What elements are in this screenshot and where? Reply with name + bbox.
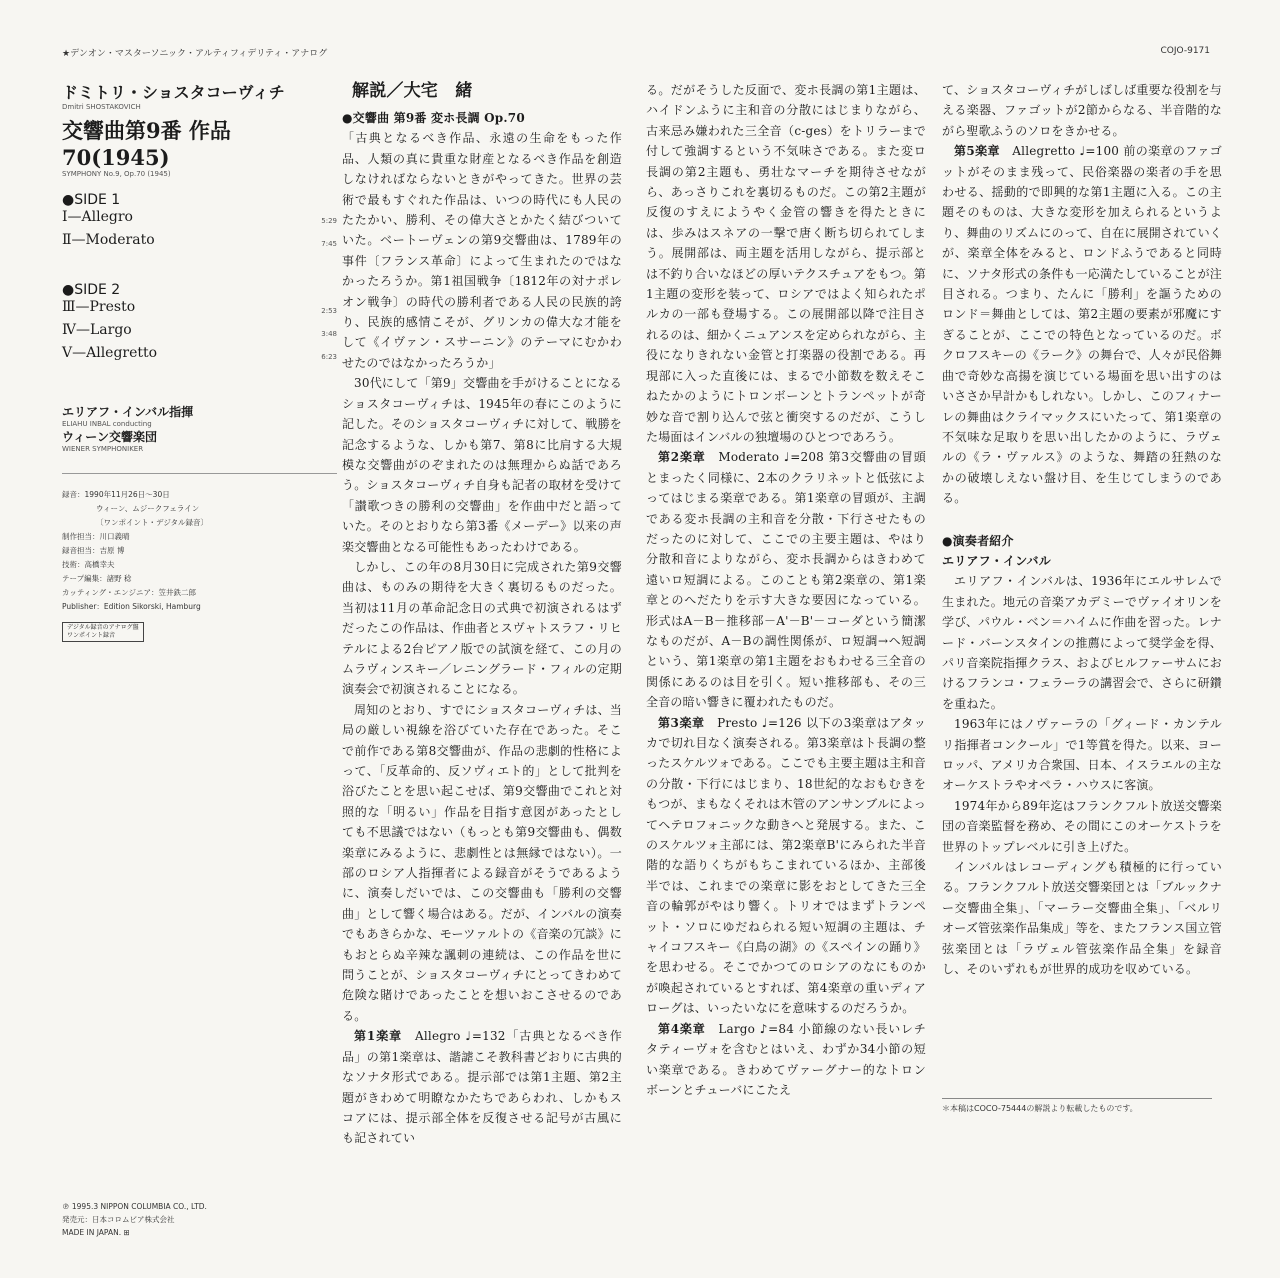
track-time: 7:45 xyxy=(321,240,337,248)
stamp-line: ワンポイント録音 xyxy=(67,632,116,639)
work-title-en: SYMPHONY No.9, Op.70 (1945) xyxy=(62,170,171,178)
series-title: ★デンオン・マスターソニック・アルティフィデリティ・アナログ xyxy=(62,49,328,59)
credit-line: 〔ワンポイント・デジタル録音〕 xyxy=(96,518,209,527)
track-time: 2:53 xyxy=(321,307,337,315)
paragraph: 1974年から89年迄はフランクフルト放送交響楽団の音楽監督を務め、その間にこのオーケストラを世界のトップレベルに引き上げた。 xyxy=(942,798,1222,854)
track-row xyxy=(62,298,337,321)
movement-text: Moderato ♩=208 第3交響曲の冒頭とまったく同様に、2本のクラリネットと低弦によってはじまる楽章である。第1楽章の冒頭が、主調である変ホ長調の主和音を分散・下行させたものだったのに対して、ここでの主要主題は、やはり分散和音によりながら、変ホ長調からはきわめて遠いロ短調による。このことも第2楽章の、第1楽章とのへだたりを示す大きな要因になっている。形式はA－B－推移部－A'－B'－コーダという簡潔なものだが、A－Bの調性関係が、ロ短調→ヘ短調という、第1楽章の第1主題をおもわせる三全音の関係にあるのは目を引く。短い推移部も、その三全音の暗い響きに覆われたものだ。 xyxy=(646,450,926,710)
notes-column-3 xyxy=(942,80,1222,979)
paragraph xyxy=(942,141,1222,508)
catalog-number: COJO-9171 xyxy=(1160,46,1210,56)
track-title: Ⅱ—Moderato xyxy=(62,232,155,248)
credit-line: ウィーン、ムジークフェライン xyxy=(96,504,200,513)
paragraph: インバルはレコーディングも積極的に行っている。フランクフルト放送交響楽団とは「ブルックナー交響曲全集」、「マーラー交響曲全集」、「ベルリオーズ管弦楽作品集成」等を、またフランス国立管弦楽団とは「ラヴェル管弦楽作品全集」を録音し、そのいずれもが世界的成功を収めている。 xyxy=(942,860,1222,977)
stamp-line: デジタル録音のアナログ盤 xyxy=(67,624,139,631)
paragraph xyxy=(646,713,926,1019)
distributor-line: 発売元：日本コロムビア株式会社 xyxy=(62,1215,175,1224)
paragraph xyxy=(646,447,926,712)
recording-stamp xyxy=(62,622,144,642)
section-heading: ●演奏者紹介 xyxy=(942,533,1014,548)
made-in-line: MADE IN JAPAN. ⊞ xyxy=(62,1228,130,1237)
track-row xyxy=(62,344,337,367)
copyright-block xyxy=(62,1200,207,1239)
footnote: ＊本稿はCOCO-75444の解説より転載したものです。 xyxy=(942,1098,1212,1114)
paragraph: しかし、この年の8月30日に完成された第9交響曲は、ものみの期待を大きく裏切るものだった。当初は11月の革命記念日の式典で初演されるはずだったこの作品は、作曲者とスヴャトスラフ・リヒテルによる2台ピアノ版での試演を経て、この月のムラヴィンスキー／レニングラード・フィルの定期演奏会で初演されることになる。 xyxy=(342,559,623,697)
movement-text: Allegro ♩=132「古典となるべき作品」の第1楽章は、諧謔こそ教科書どおりに古典的なソナタ形式である。提示部では第1主題、第2主題がきわめて明瞭なかたちであらわれ、しかもスコアには、提示部全体を反復させる記号が古風にも記されてい xyxy=(342,1029,623,1146)
track-time: 3:48 xyxy=(321,330,337,338)
movement-label: 第5楽章 xyxy=(954,144,1000,159)
credit-line: テープ編集：諸野 稔 xyxy=(62,574,132,583)
composer-name-en: Dmitri SHOSTAKOVICH xyxy=(62,103,141,111)
track-title: Ⅲ—Presto xyxy=(62,299,136,315)
movement-label: 第2楽章 xyxy=(658,450,706,465)
notes-column-2 xyxy=(646,80,926,1100)
credit-line: Publisher：Edition Sikorski, Hamburg xyxy=(62,602,201,611)
paragraph: る。だがそうした反面で、変ホ長調の第1主題は、ハイドンふうに主和音の分散にはじまりながら、古来忌み嫌われた三全音（c-ges）をトリラーまで付して強調するという不気味さである。また変ロ長調の第2主題も、勇壮なマーチを期待させながら、あっさりこれを裏切るものだ。この第2主題が反復のすえにようやく金管の響きを得たときには、歩みはスネアの一撃で唐く断ち切られてしまう。展開部は、両主題を活用しながら、提示部とは不釣り合いなほどの厚いテクスチュアをもつ。第1主題の変形を装って、ロシアではよく知られたポルカの一部も登場する。この展開部以降で注目されるのは、細かくニュアンスを定められながら、主役になりきれない金管と打楽器の役割である。再現部に入った直後には、まるで小節数を数えそこねたかのようにトロンボーンとトランペットが奇妙な音で割り込んで弦と衝突するのだが、こうした場面はインバルの独壇場のひとつであろう。 xyxy=(646,83,926,444)
credit-line: カッティング・エンジニア：笠井鉄二郎 xyxy=(62,588,196,597)
work-title: 交響曲第9番 作品70(1945) xyxy=(62,118,231,170)
paragraph: 30代にして「第9」交響曲を手がけることになるショスタコーヴィチは、1945年の春にこのように記した。そのショスタコーヴィチに対して、戦勝を記念するような、しかも第7、第8に比肩する大規模な交響曲がのぞまれたのは無理からぬ話であろう。ショスタコーヴィチ自身も記者の取材を受けて「讃歌つきの勝利の交響曲」を作曲中だと語っていた。そのとおりなら第3番《メーデー》以来の声楽交響曲となる可能性もあったわけである。 xyxy=(342,376,622,554)
side-2-label: ●SIDE 2 xyxy=(62,282,121,298)
movement-text: Allegretto ♩=100 前の楽章のファゴットがそのまま残って、民俗楽器の楽者の手を思わせる、揺動的で即興的な第1主題に入る。この主題そのものは、大きな変形を加えられるというより、舞曲のリズムにのって、自在に展開されていくが、楽章全体をみると、ロンドふうであると同時に、ソナタ形式の条件も一応満たしていることが注目される。つまり、たんに「勝利」を謳うためのロンド＝舞曲としては、第2主題の要素が邪魔にすぎることが、ここでの特色となっているのだ。ボクロフスキーの《ラーク》の舞台で、人々が民俗舞曲で奇妙な高揚を演じている場面を思い出すのはいささか早計かもしれない。しかし、このフィナーレの舞曲はクライマックスにいたって、第1楽章の不気味な足取りを思い出したかのように、ラヴェルの《ラ・ヴァルス》のような、舞踏の狂熱のなかの破壊しえない盤け目、を生じてしまうのである。 xyxy=(942,144,1223,506)
movement-label: 第3楽章 xyxy=(658,715,705,730)
movement-label: 第4楽章 xyxy=(658,1021,706,1036)
track-title: Ⅳ—Largo xyxy=(62,322,132,338)
section-heading: ●交響曲 第9番 変ホ長調 Op.70 xyxy=(342,111,525,125)
paragraph: て、ショスタコーヴィチがしばしば重要な役割を与える楽器、ファゴットが2節からなる、半音階的ながら聖歌ふうのソロをきかせる。 xyxy=(942,83,1222,138)
movement-text: Largo ♪=84 小節線のない長いレチタティーヴォを含むとはいえ、わずか34小節の短い楽章である。きわめてヴァーグナー的なトロンボーンとチューバにこたえ xyxy=(646,1021,927,1097)
credit-line: 録音担当：吉原 博 xyxy=(62,546,125,555)
copyright-line: ℗ 1995.3 NIPPON COLUMBIA CO., LTD. xyxy=(62,1202,207,1211)
paragraph: エリアフ・インバルは、1936年にエルサレムで生まれた。地元の音楽アカデミーでヴァイオリンを学び、パウル・ベン＝ハイムに作曲を習った。レナード・バーンスタインの推薦によって奨学金を得、パリ音楽院指揮クラス、およびヒルファーサムにおけるフランコ・フェラーラの講習会で、さらに研鑽を重ねた。 xyxy=(942,574,1223,711)
left-column xyxy=(62,80,337,642)
track-time: 6:23 xyxy=(321,353,337,361)
notes-title: 解説／大宅 緒 xyxy=(352,81,473,101)
track-row xyxy=(62,231,337,254)
composer-name: ドミトリ・ショスタコーヴィチ xyxy=(62,83,285,102)
track-title: Ⅰ—Allegro xyxy=(62,209,133,225)
side-1-label: ●SIDE 1 xyxy=(62,192,121,208)
paragraph: 「古典となるべき作品、永遠の生命をもった作品、人類の真に貴重な財産となるべき作品を創造しなければならないときがやってきた。世界の芸術で最もすぐれた作品は、いつの時代にも人民のたたかい、勝利、その偉大さとかたく結びついていた。ベートーヴェンの第9交響曲は、1789年の事件〔フランス革命〕によって生まれたのではなかったろうか。第1祖国戦争〔1812年の対ナポレオン戦争〕の時代の勝利者である人民の民族的誇り、民族的感情こそが、グリンカの偉大な才能をして《イヴァン・スサーニン》のテーマにむかわせたのではなかったろうか」 xyxy=(342,131,622,370)
notes-column-1 xyxy=(342,80,622,1149)
conductor-en: ELIAHU INBAL conducting xyxy=(62,420,152,428)
paragraph: 1963年にはノヴァーラの「グィード・カンテルリ指揮者コンクール」で1等賞を得た。以来、ヨーロッパ、アメリカ合衆国、日本、イスラエルの主なオーケストラやオペラ・ハウスに客演。 xyxy=(942,717,1222,793)
track-time: 5:29 xyxy=(321,217,337,225)
credit-line: 制作担当：川口義晴 xyxy=(62,532,130,541)
divider xyxy=(62,473,337,474)
movement-text: Presto ♩=126 以下の3楽章はアタッカで切れ目なく演奏される。第3楽章はト長調の整ったスケルツォである。ここでも主要主題は主和音の分散・下行にはじまり、18世紀的なおもむきをもつが、まもなくそれは木管のアンサンブルによってヘテロフォニックな動きへと発展する。また、このスケルツォ主部には、第2楽章B'にみられた半音階的な語りくちがもちこまれているほか、主部後半では、これまでの楽章に影をおとしてきた三全音の輪郭がやはり響く。トリオではまずトランペット・ソロにゆだねられる短い短調の主題は、チャイコフスキー《白鳥の湖》の《スペインの踊り》を思わせる。そこでかつてのロシアのなにものかが喚起されているとすれば、第4楽章の重いディアローグは、いったいなにを意味するのだろうか。 xyxy=(646,715,927,1016)
paragraph xyxy=(646,1019,926,1101)
paragraph: 周知のとおり、すでにショスタコーヴィチは、当局の厳しい視線を浴びていた存在であった。そこで前作である第8交響曲が、作品の悲劇的性格によって、「反革命的、反ソヴィエト的」として批判を浴びたことを思い起こせば、第9交響曲でこれと対照的な「明るい」作品を目指す意図があったとしても不思議ではない（もっとも第9交響曲も、偶数楽章にみるように、悲劇性とは無縁ではない）。一部のロシア人指揮者による録音がそうであるように、演奏しだいでは、この交響曲も「勝利の交響曲」として響く場合はある。だが、インバルの演奏でもあきらかな、モーツァルトの《音楽の冗談》にもおとらぬ辛辣な諷刺の連続は、この作品を世に問うことが、ショスタコーヴィチにとってきわめて危険な賭けであったことを想いおこさせるのである。 xyxy=(342,702,622,1023)
orchestra: ウィーン交響楽団 xyxy=(62,430,158,444)
track-row xyxy=(62,321,337,344)
track-title: Ⅴ—Allegretto xyxy=(62,345,158,361)
credit-line: 録音：1990年11月26日〜30日 xyxy=(62,490,170,499)
performer-name: エリアフ・インバル xyxy=(942,553,1051,568)
paragraph xyxy=(342,1026,622,1148)
conductor: エリアフ・インバル指揮 xyxy=(62,405,194,419)
credit-line: 技術：高橋幸夫 xyxy=(62,560,115,569)
movement-label: 第1楽章 xyxy=(354,1029,403,1044)
track-row xyxy=(62,208,337,231)
orchestra-en: WIENER SYMPHONIKER xyxy=(62,445,144,453)
